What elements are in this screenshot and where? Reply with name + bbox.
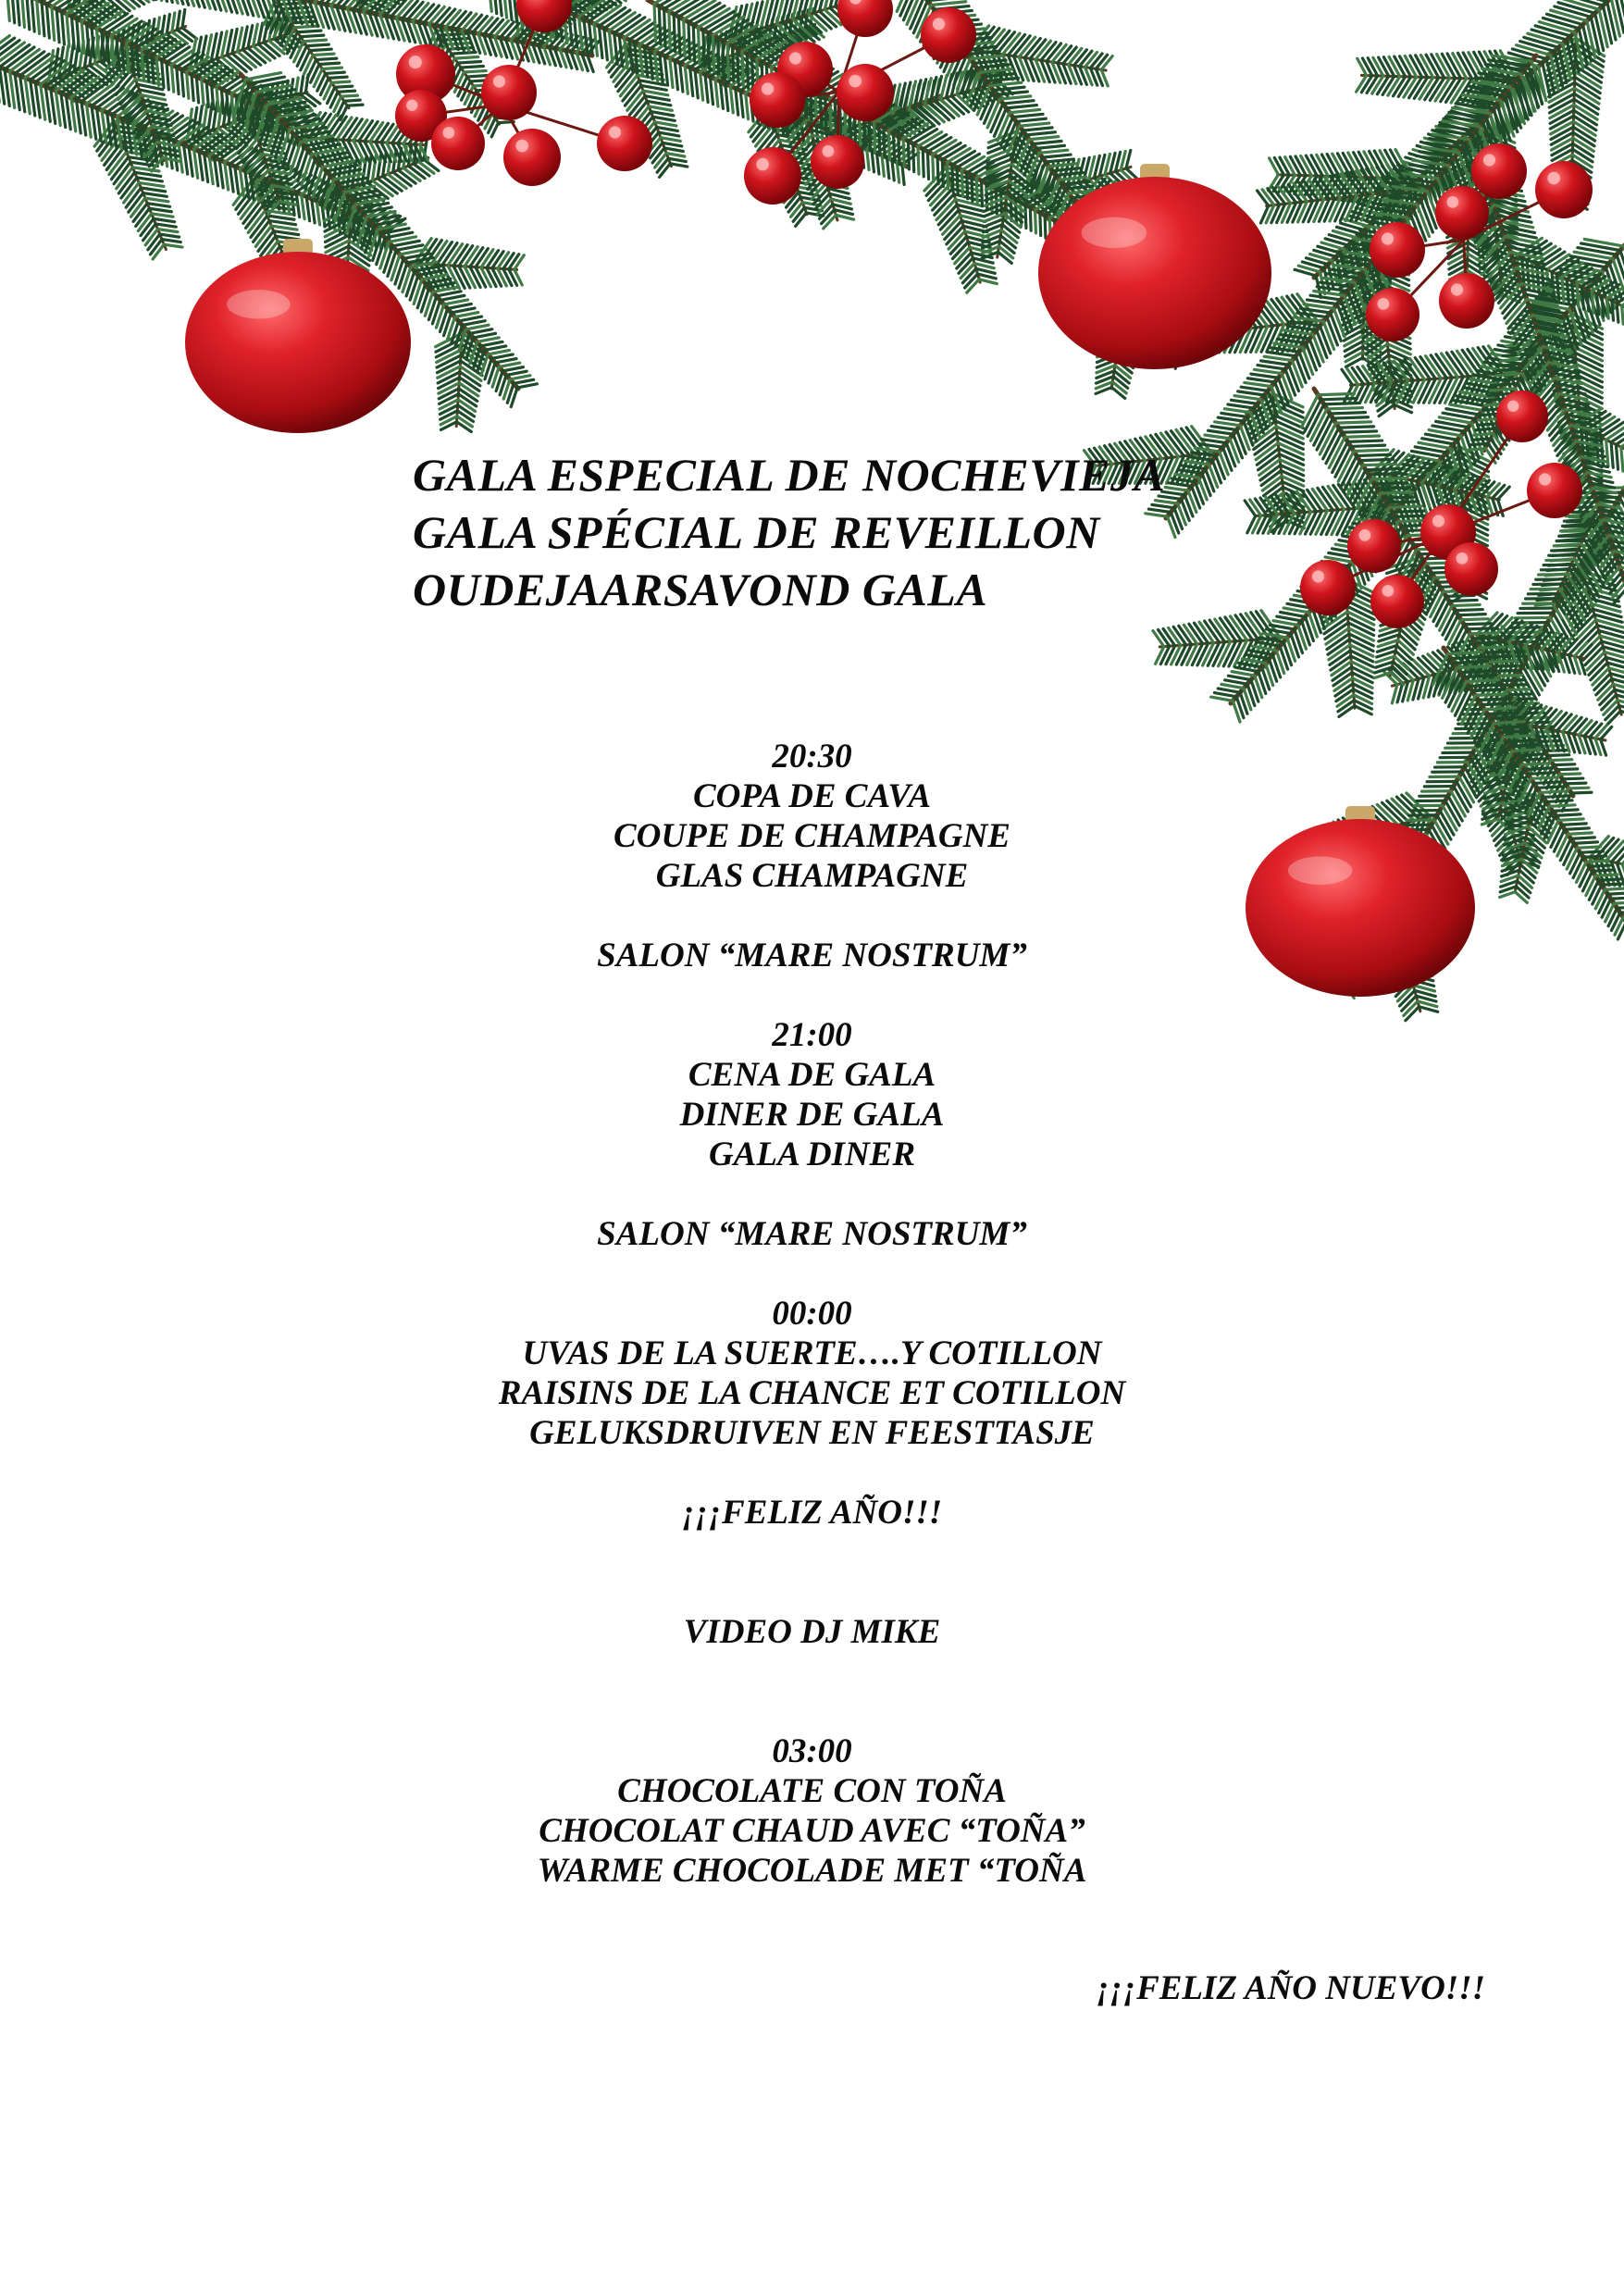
red-bauble xyxy=(1038,164,1271,369)
dinner-venue: SALON “MARE NOSTRUM” xyxy=(597,1215,1027,1253)
spacer xyxy=(0,1174,1624,1214)
chocolate-fr: CHOCOLAT CHAUD AVEC “TOÑA” xyxy=(539,1812,1085,1850)
berry xyxy=(597,116,652,171)
berry xyxy=(1366,288,1419,341)
dinner-fr: DINER DE GALA xyxy=(679,1096,945,1134)
midnight-time: 00:00 xyxy=(772,1295,852,1333)
program-chocolate xyxy=(0,1731,1624,1891)
cava-nl: GLAS CHAMPAGNE xyxy=(655,857,969,895)
gala-titles xyxy=(413,446,1338,618)
berry xyxy=(1444,542,1498,596)
program-dinner xyxy=(0,1015,1624,1254)
berry xyxy=(1535,161,1593,218)
cava-es: COPA DE CAVA xyxy=(692,777,931,815)
chocolate-time: 03:00 xyxy=(772,1732,852,1770)
red-bauble xyxy=(185,239,411,433)
cava-venue: SALON “MARE NOSTRUM” xyxy=(597,937,1027,974)
dinner-time: 21:00 xyxy=(772,1016,852,1054)
cava-fr: COUPE DE CHAMPAGNE xyxy=(614,817,1010,855)
berry xyxy=(516,0,572,32)
berry xyxy=(1527,463,1582,518)
berry xyxy=(481,65,537,120)
dinner-es: CENA DE GALA xyxy=(688,1056,936,1094)
berry xyxy=(1347,519,1401,573)
program-midnight xyxy=(0,1294,1624,1533)
midnight-greeting: ¡¡¡FELIZ AÑO!!! xyxy=(681,1494,943,1532)
berry xyxy=(1370,575,1424,628)
spacer xyxy=(0,896,1624,936)
midnight-es: UVAS DE LA SUERTE….Y COTILLON xyxy=(522,1334,1102,1372)
program-entertainment xyxy=(0,1612,1624,1652)
closing-greeting: ¡¡¡FELIZ AÑO NUEVO!!! xyxy=(1096,1969,1485,2007)
berry xyxy=(1435,186,1489,240)
berry xyxy=(750,72,805,128)
berry xyxy=(921,7,976,63)
title-french: GALA SPÉCIAL DE REVEILLON xyxy=(413,506,1100,558)
berry xyxy=(1471,143,1527,199)
berry xyxy=(431,117,485,170)
entertainment-dj: VIDEO DJ MIKE xyxy=(683,1613,941,1651)
spacer xyxy=(0,1453,1624,1493)
berry xyxy=(503,129,561,186)
berry xyxy=(1496,391,1548,442)
program-cava xyxy=(0,737,1624,975)
berry xyxy=(811,135,864,189)
midnight-nl: GELUKSDRUIVEN EN FEESTTASJE xyxy=(529,1414,1095,1452)
berry xyxy=(837,0,893,37)
dinner-nl: GALA DINER xyxy=(708,1136,916,1173)
cava-time: 20:30 xyxy=(772,738,852,776)
berry xyxy=(744,147,801,205)
berry xyxy=(1370,222,1425,278)
berry xyxy=(837,64,894,121)
chocolate-nl: WARME CHOCOLADE MET “TOÑA xyxy=(537,1852,1087,1890)
chocolate-es: CHOCOLATE CON TOÑA xyxy=(617,1772,1007,1810)
midnight-fr: RAISINS DE LA CHANCE ET COTILLON xyxy=(498,1374,1126,1412)
title-spanish: GALA ESPECIAL DE NOCHEVIEJA xyxy=(413,449,1166,501)
title-dutch: OUDEJAARSAVOND GALA xyxy=(413,564,988,615)
berry xyxy=(1439,273,1494,329)
